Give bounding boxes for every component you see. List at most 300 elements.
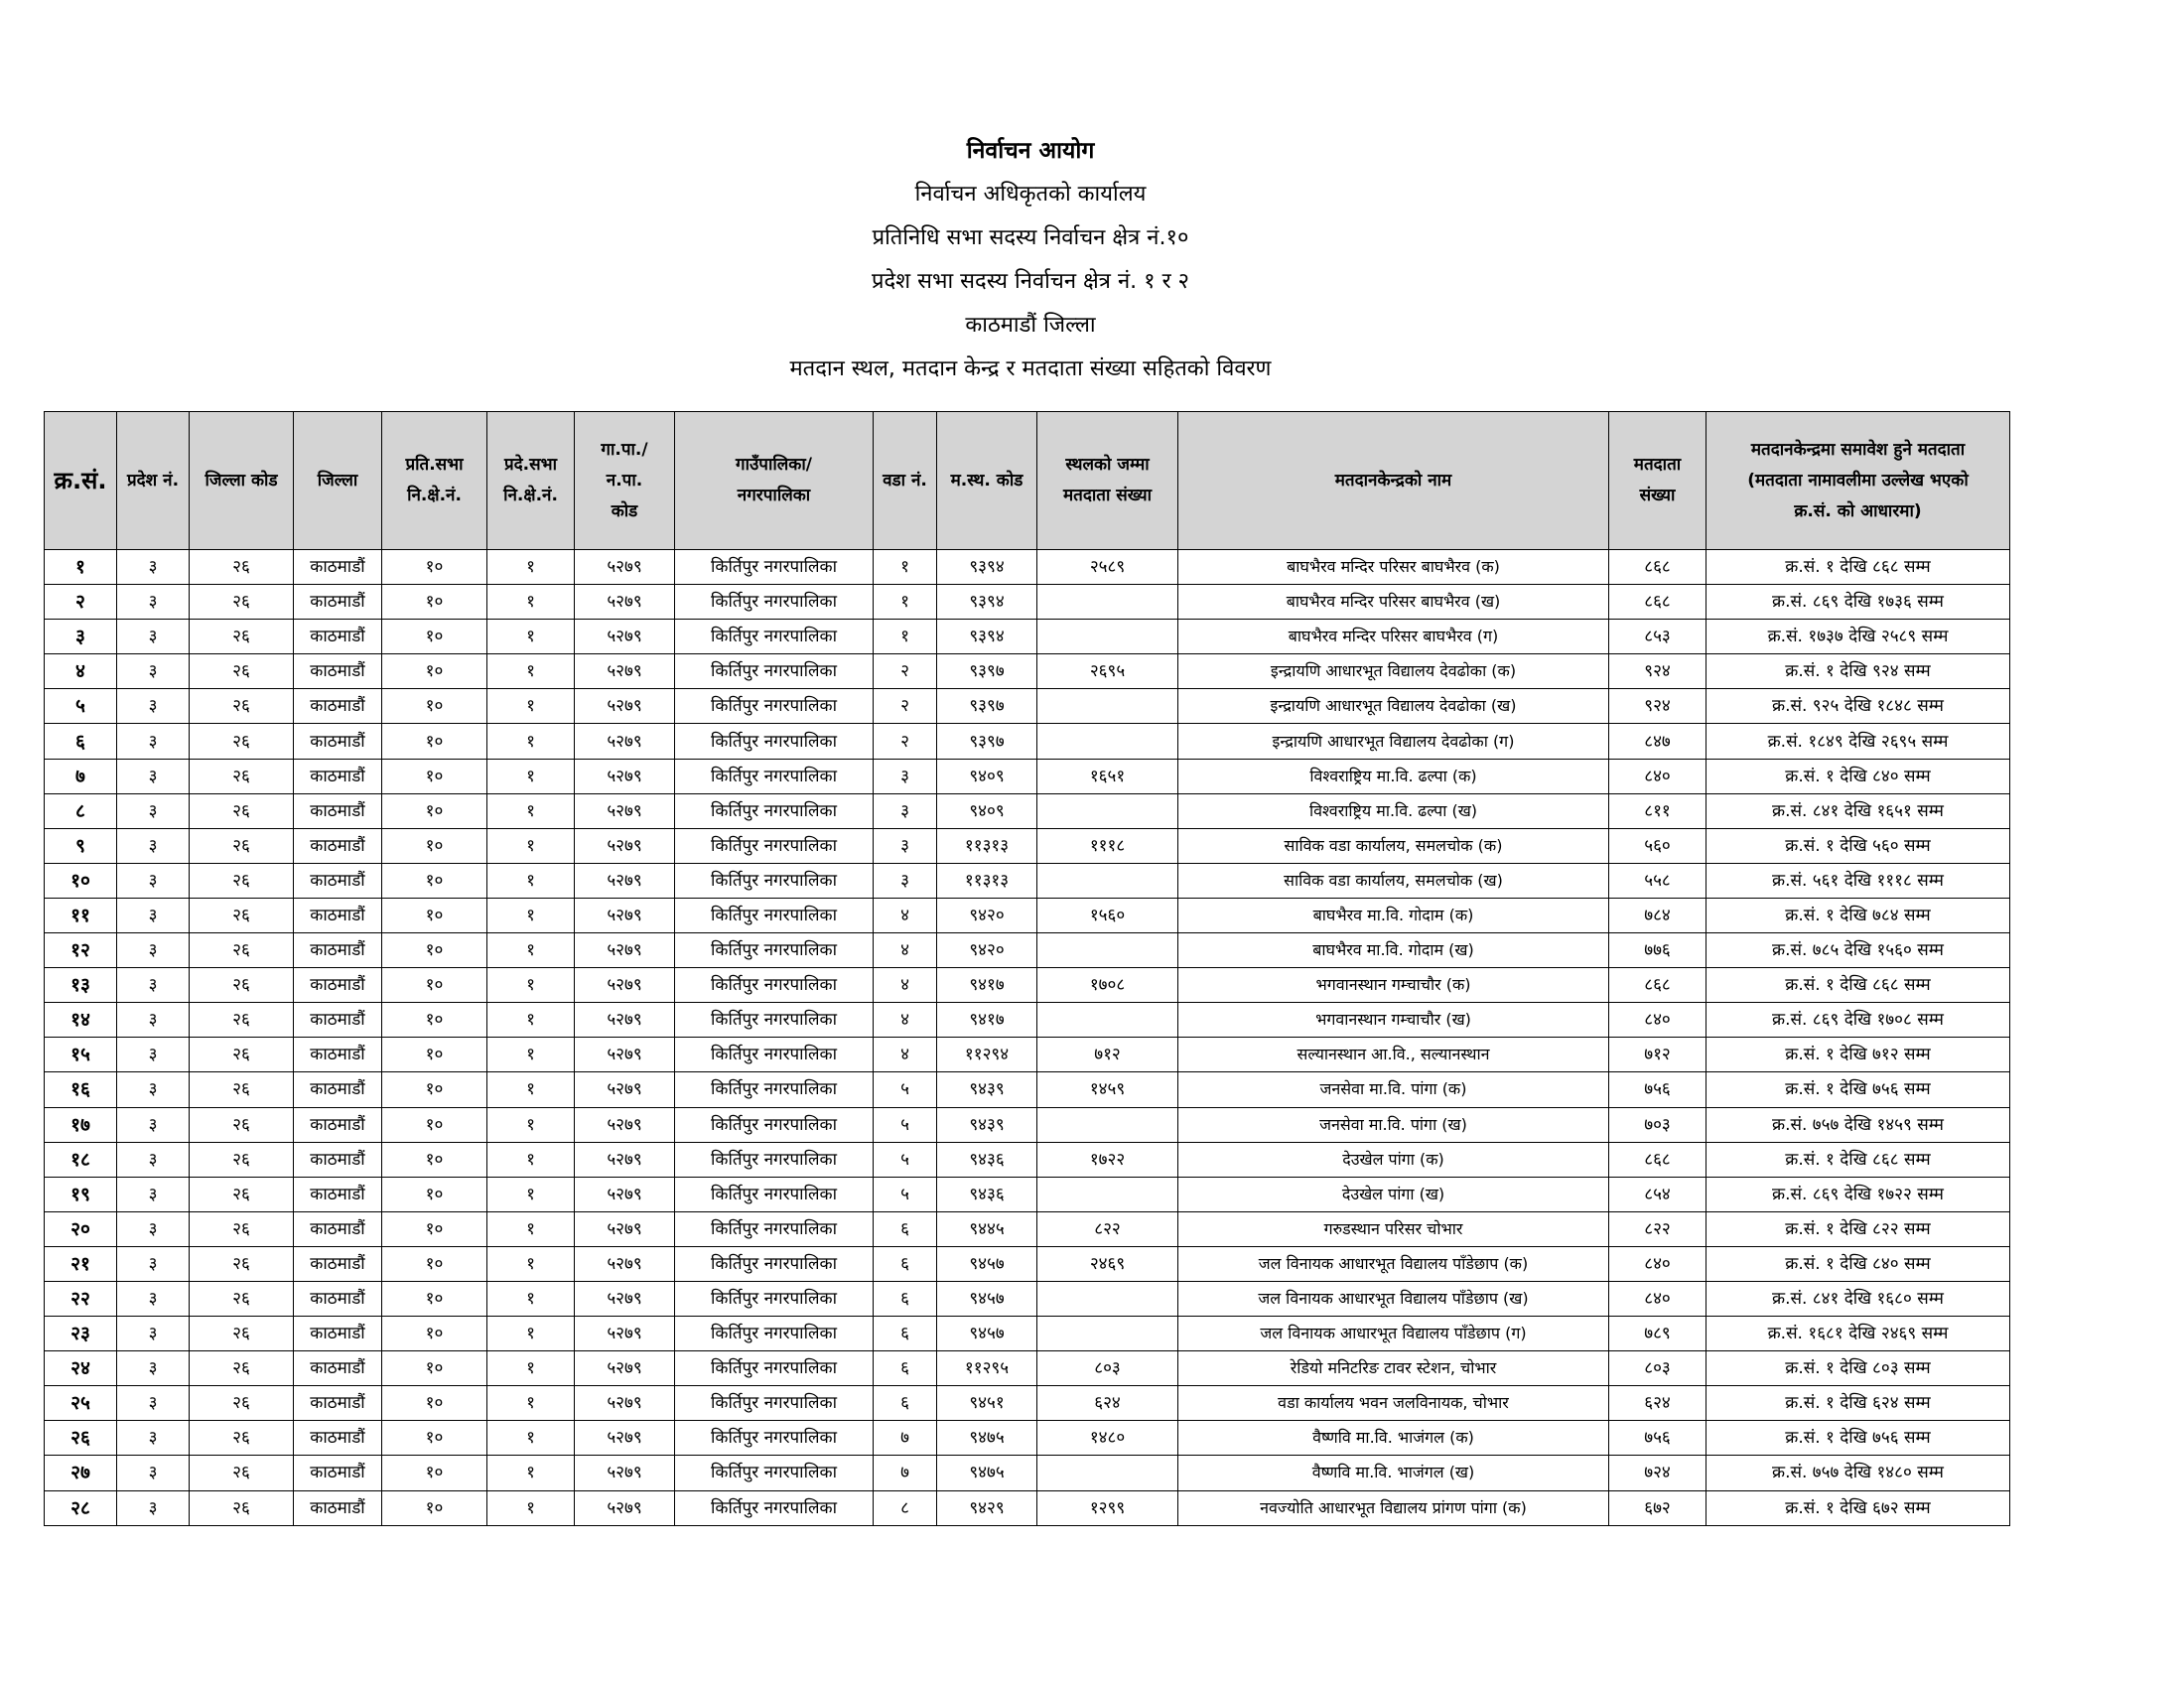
cell-ward: ७ [874, 1456, 937, 1490]
cell-ward: ३ [874, 759, 937, 793]
cell-lb-name: किर्तिपुर नगरपालिका [675, 759, 874, 793]
table-row [45, 1456, 2010, 1490]
cell-district: काठमाडौं [294, 793, 382, 828]
table-row [45, 689, 2010, 724]
cell-voters: ७५६ [1609, 1072, 1706, 1107]
cell-place-total [1037, 933, 1178, 968]
cell-lb-name: किर्तिपुर नगरपालिका [675, 585, 874, 620]
cell-sn: १३ [45, 968, 117, 1003]
cell-province: ३ [117, 1317, 190, 1351]
cell-pa: १ [487, 1107, 575, 1142]
cell-pa: १ [487, 1281, 575, 1316]
hor-constituency: प्रतिनिधि सभा सदस्य निर्वाचन क्षेत्र नं.१० [872, 225, 1189, 250]
cell-ward: ५ [874, 1107, 937, 1142]
cell-hor: १० [382, 828, 487, 863]
cell-sn: ४ [45, 654, 117, 689]
cell-voters: ८५३ [1609, 620, 1706, 654]
cell-province: ३ [117, 1246, 190, 1281]
document-header [0, 129, 2061, 391]
cell-hor: १० [382, 1317, 487, 1351]
cell-hor: १० [382, 759, 487, 793]
col-header-pa: प्रदे.सभा नि.क्षे.नं. [487, 412, 575, 550]
cell-voters: ७८९ [1609, 1317, 1706, 1351]
pa-constituency: प्रदेश सभा सदस्य निर्वाचन क्षेत्र नं. १ र २ [871, 269, 1190, 294]
cell-center-name: बाघभैरव मन्दिर परिसर बाघभैरव (ग) [1178, 620, 1609, 654]
cell-district: काठमाडौं [294, 1072, 382, 1107]
cell-voter-range: क्र.सं. १ देखि ८२२ सम्म [1706, 1211, 2010, 1246]
table-row [45, 1107, 2010, 1142]
table-row [45, 1386, 2010, 1421]
cell-hor: १० [382, 1456, 487, 1490]
cell-province: ३ [117, 1177, 190, 1211]
cell-lb-name: किर्तिपुर नगरपालिका [675, 1072, 874, 1107]
cell-voters: ८२२ [1609, 1211, 1706, 1246]
cell-voters: ५५८ [1609, 863, 1706, 898]
cell-center-name: बाघभैरव मा.वि. गोदाम (ख) [1178, 933, 1609, 968]
cell-sn: १८ [45, 1142, 117, 1177]
cell-voters: ८४० [1609, 1003, 1706, 1038]
col-header-province: प्रदेश नं. [117, 412, 190, 550]
cell-district: काठमाडौं [294, 759, 382, 793]
cell-hor: १० [382, 1072, 487, 1107]
table-row [45, 968, 2010, 1003]
cell-lb-code: ५२७९ [575, 1177, 675, 1211]
cell-place-code: ९३९४ [937, 585, 1037, 620]
cell-voter-range: क्र.सं. ५६१ देखि १११८ सम्म [1706, 863, 2010, 898]
cell-province: ३ [117, 550, 190, 585]
cell-voters: ८६८ [1609, 968, 1706, 1003]
cell-sn: १९ [45, 1177, 117, 1211]
cell-place-code: ९४५१ [937, 1386, 1037, 1421]
cell-voters: ७७६ [1609, 933, 1706, 968]
cell-place-code: ९४०९ [937, 793, 1037, 828]
cell-voter-range: क्र.सं. १ देखि ८६८ सम्म [1706, 1142, 2010, 1177]
cell-district: काठमाडौं [294, 585, 382, 620]
table-row [45, 898, 2010, 932]
cell-ward: १ [874, 585, 937, 620]
cell-district: काठमाडौं [294, 1107, 382, 1142]
cell-hor: १० [382, 1142, 487, 1177]
cell-center-name: साविक वडा कार्यालय, समलचोक (ख) [1178, 863, 1609, 898]
cell-place-total: ८२२ [1037, 1211, 1178, 1246]
cell-province: ३ [117, 759, 190, 793]
cell-ward: ४ [874, 898, 937, 932]
cell-province: ३ [117, 654, 190, 689]
cell-lb-code: ५२७९ [575, 1038, 675, 1072]
cell-ward: ८ [874, 1490, 937, 1525]
cell-district: काठमाडौं [294, 550, 382, 585]
table-row [45, 1317, 2010, 1351]
cell-voter-range: क्र.सं. १ देखि ८०३ सम्म [1706, 1351, 2010, 1386]
cell-voter-range: क्र.सं. ७५७ देखि १४८० सम्म [1706, 1456, 2010, 1490]
cell-lb-code: ५२७९ [575, 793, 675, 828]
cell-voters: ७८४ [1609, 898, 1706, 932]
cell-province: ३ [117, 1038, 190, 1072]
table-row [45, 1177, 2010, 1211]
cell-sn: २३ [45, 1317, 117, 1351]
cell-province: ३ [117, 1421, 190, 1456]
table-row [45, 654, 2010, 689]
cell-place-code: ९३९४ [937, 620, 1037, 654]
cell-province: ३ [117, 689, 190, 724]
cell-voters: ५६० [1609, 828, 1706, 863]
cell-center-name: देउखेल पांगा (क) [1178, 1142, 1609, 1177]
cell-place-code: ९३९७ [937, 654, 1037, 689]
cell-lb-name: किर्तिपुर नगरपालिका [675, 793, 874, 828]
cell-lb-code: ५२७९ [575, 828, 675, 863]
table-row [45, 1003, 2010, 1038]
cell-lb-name: किर्तिपुर नगरपालिका [675, 1317, 874, 1351]
cell-lb-code: ५२७९ [575, 724, 675, 759]
cell-district-code: २६ [190, 724, 294, 759]
cell-voters: ८६८ [1609, 585, 1706, 620]
cell-place-code: ११२९४ [937, 1038, 1037, 1072]
cell-voters: ८४० [1609, 1246, 1706, 1281]
table-row [45, 724, 2010, 759]
cell-lb-name: किर्तिपुर नगरपालिका [675, 933, 874, 968]
cell-district: काठमाडौं [294, 828, 382, 863]
cell-lb-name: किर्तिपुर नगरपालिका [675, 1386, 874, 1421]
cell-lb-name: किर्तिपुर नगरपालिका [675, 1351, 874, 1386]
cell-lb-code: ५२७९ [575, 1142, 675, 1177]
cell-lb-name: किर्तिपुर नगरपालिका [675, 1142, 874, 1177]
cell-pa: १ [487, 1211, 575, 1246]
cell-district: काठमाडौं [294, 1038, 382, 1072]
cell-place-total [1037, 1177, 1178, 1211]
cell-voters: ९२४ [1609, 689, 1706, 724]
polling-center-table [44, 411, 2010, 1526]
cell-sn: २१ [45, 1246, 117, 1281]
cell-pa: १ [487, 724, 575, 759]
cell-place-code: ९४७५ [937, 1421, 1037, 1456]
cell-hor: १० [382, 654, 487, 689]
cell-place-total: १५६० [1037, 898, 1178, 932]
cell-center-name: गरुडस्थान परिसर चोभार [1178, 1211, 1609, 1246]
cell-lb-code: ५२७९ [575, 550, 675, 585]
col-header-hor: प्रति.सभा नि.क्षे.नं. [382, 412, 487, 550]
cell-district-code: २६ [190, 1107, 294, 1142]
cell-sn: ५ [45, 689, 117, 724]
cell-pa: १ [487, 1490, 575, 1525]
cell-province: ३ [117, 1281, 190, 1316]
cell-province: ३ [117, 1386, 190, 1421]
cell-place-total: १४५९ [1037, 1072, 1178, 1107]
cell-place-total: १७०८ [1037, 968, 1178, 1003]
cell-hor: १० [382, 1281, 487, 1316]
cell-place-total [1037, 863, 1178, 898]
cell-pa: १ [487, 654, 575, 689]
cell-district-code: २६ [190, 863, 294, 898]
cell-district-code: २६ [190, 1386, 294, 1421]
district-title: काठमाडौं जिल्ला [965, 313, 1096, 338]
cell-pa: १ [487, 759, 575, 793]
cell-voters: ८४७ [1609, 724, 1706, 759]
cell-province: ३ [117, 828, 190, 863]
col-header-place-code: म.स्थ. कोड [937, 412, 1037, 550]
cell-province: ३ [117, 585, 190, 620]
cell-pa: १ [487, 1142, 575, 1177]
cell-ward: ४ [874, 1038, 937, 1072]
commission-name: निर्वाचन आयोग [966, 138, 1095, 164]
cell-center-name: विश्वराष्ट्रिय मा.वि. ढल्पा (क) [1178, 759, 1609, 793]
table-row [45, 585, 2010, 620]
cell-district: काठमाडौं [294, 968, 382, 1003]
cell-hor: १० [382, 1386, 487, 1421]
cell-voter-range: क्र.सं. १ देखि ६७२ सम्म [1706, 1490, 2010, 1525]
cell-center-name: रेडियो मनिटरिङ टावर स्टेशन, चोभार [1178, 1351, 1609, 1386]
cell-hor: १० [382, 724, 487, 759]
cell-voters: ७५६ [1609, 1421, 1706, 1456]
cell-lb-code: ५२७९ [575, 863, 675, 898]
cell-ward: २ [874, 689, 937, 724]
cell-place-code: ९४५७ [937, 1246, 1037, 1281]
cell-voter-range: क्र.सं. १ देखि ९२४ सम्म [1706, 654, 2010, 689]
cell-voter-range: क्र.सं. १ देखि ८४० सम्म [1706, 1246, 2010, 1281]
cell-district: काठमाडौं [294, 933, 382, 968]
cell-district-code: २६ [190, 1281, 294, 1316]
cell-voter-range: क्र.सं. १ देखि ७८४ सम्म [1706, 898, 2010, 932]
cell-pa: १ [487, 1351, 575, 1386]
cell-voter-range: क्र.सं. ८४१ देखि १६५१ सम्म [1706, 793, 2010, 828]
cell-district: काठमाडौं [294, 1421, 382, 1456]
cell-lb-code: ५२७९ [575, 1421, 675, 1456]
cell-center-name: जल विनायक आधारभूत विद्यालय पाँडेछाप (ग) [1178, 1317, 1609, 1351]
col-header-sn: क्र.सं. [45, 412, 117, 550]
cell-hor: १० [382, 863, 487, 898]
cell-hor: १० [382, 1038, 487, 1072]
cell-lb-code: ५२७९ [575, 585, 675, 620]
cell-voters: ८५४ [1609, 1177, 1706, 1211]
cell-place-code: ९४३९ [937, 1107, 1037, 1142]
cell-voter-range: क्र.सं. १ देखि ७५६ सम्म [1706, 1421, 2010, 1456]
cell-ward: २ [874, 654, 937, 689]
cell-lb-name: किर्तिपुर नगरपालिका [675, 654, 874, 689]
cell-voter-range: क्र.सं. ७५७ देखि १४५९ सम्म [1706, 1107, 2010, 1142]
cell-pa: १ [487, 620, 575, 654]
table-body [45, 550, 2010, 1526]
cell-voters: ८०३ [1609, 1351, 1706, 1386]
cell-sn: १७ [45, 1107, 117, 1142]
cell-hor: १० [382, 933, 487, 968]
cell-lb-code: ५२७९ [575, 1003, 675, 1038]
cell-voters: ६७२ [1609, 1490, 1706, 1525]
cell-pa: १ [487, 1421, 575, 1456]
cell-district: काठमाडौं [294, 724, 382, 759]
cell-place-code: ९४०९ [937, 759, 1037, 793]
cell-lb-code: ५२७९ [575, 759, 675, 793]
cell-district-code: २६ [190, 689, 294, 724]
cell-district: काठमाडौं [294, 863, 382, 898]
cell-place-code: ९४२० [937, 898, 1037, 932]
cell-sn: २२ [45, 1281, 117, 1316]
cell-province: ३ [117, 863, 190, 898]
cell-district: काठमाडौं [294, 1317, 382, 1351]
cell-place-code: ९४२९ [937, 1490, 1037, 1525]
cell-voters: ७१२ [1609, 1038, 1706, 1072]
cell-place-total: १७२२ [1037, 1142, 1178, 1177]
col-header-range: मतदानकेन्द्रमा समावेश हुने मतदाता (मतदाता नामावलीमा उल्लेख भएको क्र.सं. को आधारमा) [1706, 412, 2010, 550]
cell-center-name: वडा कार्यालय भवन जलविनायक, चोभार [1178, 1386, 1609, 1421]
cell-sn: २० [45, 1211, 117, 1246]
table-row [45, 1351, 2010, 1386]
cell-lb-code: ५२७९ [575, 933, 675, 968]
cell-lb-code: ५२७९ [575, 1456, 675, 1490]
cell-place-total: ६२४ [1037, 1386, 1178, 1421]
cell-center-name: इन्द्रायणि आधारभूत विद्यालय देवढोका (ख) [1178, 689, 1609, 724]
cell-lb-name: किर्तिपुर नगरपालिका [675, 550, 874, 585]
cell-district: काठमाडौं [294, 1003, 382, 1038]
cell-voter-range: क्र.सं. १ देखि ६२४ सम्म [1706, 1386, 2010, 1421]
cell-center-name: भगवानस्थान गम्चाचौर (ख) [1178, 1003, 1609, 1038]
cell-district-code: २६ [190, 1003, 294, 1038]
cell-district: काठमाडौं [294, 1490, 382, 1525]
cell-lb-name: किर्तिपुर नगरपालिका [675, 689, 874, 724]
cell-lb-code: ५२७९ [575, 1281, 675, 1316]
cell-sn: १ [45, 550, 117, 585]
cell-ward: ६ [874, 1386, 937, 1421]
cell-place-code: ९४३६ [937, 1177, 1037, 1211]
cell-sn: २७ [45, 1456, 117, 1490]
cell-ward: ५ [874, 1177, 937, 1211]
cell-district-code: २६ [190, 550, 294, 585]
cell-district: काठमाडौं [294, 620, 382, 654]
cell-place-code: ९४५७ [937, 1317, 1037, 1351]
cell-hor: १० [382, 898, 487, 932]
cell-lb-name: किर्तिपुर नगरपालिका [675, 968, 874, 1003]
cell-place-total: ८०३ [1037, 1351, 1178, 1386]
cell-sn: ६ [45, 724, 117, 759]
cell-voter-range: क्र.सं. १ देखि ८६८ सम्म [1706, 550, 2010, 585]
cell-place-code: ९४४५ [937, 1211, 1037, 1246]
cell-pa: १ [487, 1317, 575, 1351]
cell-place-code: ९४१७ [937, 1003, 1037, 1038]
col-header-district-code: जिल्ला कोड [190, 412, 294, 550]
cell-ward: २ [874, 724, 937, 759]
table-row [45, 1038, 2010, 1072]
cell-place-code: ९३९७ [937, 689, 1037, 724]
cell-voters: ७२४ [1609, 1456, 1706, 1490]
cell-center-name: साविक वडा कार्यालय, समलचोक (क) [1178, 828, 1609, 863]
cell-pa: १ [487, 550, 575, 585]
cell-hor: १० [382, 1351, 487, 1386]
cell-ward: ७ [874, 1421, 937, 1456]
cell-sn: १२ [45, 933, 117, 968]
cell-district-code: २६ [190, 1177, 294, 1211]
col-header-ward: वडा नं. [874, 412, 937, 550]
cell-place-total [1037, 724, 1178, 759]
cell-voter-range: क्र.सं. १८४९ देखि २६९५ सम्म [1706, 724, 2010, 759]
cell-district: काठमाडौं [294, 654, 382, 689]
cell-pa: १ [487, 1072, 575, 1107]
cell-sn: ८ [45, 793, 117, 828]
cell-place-code: ९४३६ [937, 1142, 1037, 1177]
cell-district-code: २६ [190, 1351, 294, 1386]
cell-lb-code: ५२७९ [575, 689, 675, 724]
cell-district-code: २६ [190, 585, 294, 620]
cell-lb-name: किर्तिपुर नगरपालिका [675, 1211, 874, 1246]
cell-center-name: सल्यानस्थान आ.वि., सल्यानस्थान [1178, 1038, 1609, 1072]
cell-pa: १ [487, 968, 575, 1003]
cell-place-total: १६५१ [1037, 759, 1178, 793]
cell-province: ३ [117, 1072, 190, 1107]
cell-center-name: जनसेवा मा.वि. पांगा (ख) [1178, 1107, 1609, 1142]
cell-sn: ७ [45, 759, 117, 793]
table-row [45, 1142, 2010, 1177]
cell-district-code: २६ [190, 1038, 294, 1072]
cell-place-total: १११८ [1037, 828, 1178, 863]
cell-pa: १ [487, 1177, 575, 1211]
cell-lb-code: ५२७९ [575, 1072, 675, 1107]
cell-pa: १ [487, 1003, 575, 1038]
cell-voter-range: क्र.सं. ८६९ देखि १७०८ सम्म [1706, 1003, 2010, 1038]
cell-district-code: २६ [190, 1142, 294, 1177]
cell-district: काठमाडौं [294, 1142, 382, 1177]
cell-voter-range: क्र.सं. १ देखि ८४० सम्म [1706, 759, 2010, 793]
cell-place-code: ९४१७ [937, 968, 1037, 1003]
cell-voters: ८६८ [1609, 550, 1706, 585]
cell-place-total: २४६९ [1037, 1246, 1178, 1281]
cell-center-name: इन्द्रायणि आधारभूत विद्यालय देवढोका (क) [1178, 654, 1609, 689]
cell-voter-range: क्र.सं. ८६९ देखि १७२२ सम्म [1706, 1177, 2010, 1211]
cell-district-code: २६ [190, 968, 294, 1003]
cell-center-name: बाघभैरव मन्दिर परिसर बाघभैरव (क) [1178, 550, 1609, 585]
cell-lb-code: ५२७९ [575, 654, 675, 689]
cell-voters: ६२४ [1609, 1386, 1706, 1421]
cell-sn: २६ [45, 1421, 117, 1456]
col-header-lb-name: गाउँपालिका/ नगरपालिका [675, 412, 874, 550]
cell-province: ३ [117, 724, 190, 759]
cell-voters: ७०३ [1609, 1107, 1706, 1142]
cell-place-code: ९४३९ [937, 1072, 1037, 1107]
cell-lb-code: ५२७९ [575, 1246, 675, 1281]
cell-hor: १० [382, 793, 487, 828]
cell-sn: १४ [45, 1003, 117, 1038]
cell-place-code: ११३१३ [937, 828, 1037, 863]
col-header-district: जिल्ला [294, 412, 382, 550]
cell-place-total [1037, 1003, 1178, 1038]
cell-ward: ५ [874, 1072, 937, 1107]
cell-district-code: २६ [190, 654, 294, 689]
cell-district-code: २६ [190, 828, 294, 863]
cell-place-total: १२९९ [1037, 1490, 1178, 1525]
cell-hor: १० [382, 1177, 487, 1211]
cell-voter-range: क्र.सं. ९२५ देखि १८४८ सम्म [1706, 689, 2010, 724]
cell-voter-range: क्र.सं. १ देखि ७५६ सम्म [1706, 1072, 2010, 1107]
cell-lb-name: किर्तिपुर नगरपालिका [675, 863, 874, 898]
cell-ward: ३ [874, 863, 937, 898]
col-header-lb-code: गा.पा./ न.पा. कोड [575, 412, 675, 550]
cell-place-code: ११३१३ [937, 863, 1037, 898]
cell-province: ३ [117, 1107, 190, 1142]
cell-voter-range: क्र.सं. १ देखि ८६८ सम्म [1706, 968, 2010, 1003]
cell-place-total [1037, 1281, 1178, 1316]
cell-sn: १६ [45, 1072, 117, 1107]
cell-province: ३ [117, 1490, 190, 1525]
table-row [45, 1490, 2010, 1525]
cell-province: ३ [117, 898, 190, 932]
cell-district-code: २६ [190, 1246, 294, 1281]
cell-place-total [1037, 793, 1178, 828]
cell-province: ३ [117, 1351, 190, 1386]
cell-sn: ११ [45, 898, 117, 932]
cell-sn: ३ [45, 620, 117, 654]
cell-center-name: वैष्णवि मा.वि. भाजंगल (ख) [1178, 1456, 1609, 1490]
cell-pa: १ [487, 1386, 575, 1421]
cell-district: काठमाडौं [294, 1386, 382, 1421]
cell-ward: ६ [874, 1317, 937, 1351]
cell-ward: ३ [874, 793, 937, 828]
cell-hor: १० [382, 620, 487, 654]
